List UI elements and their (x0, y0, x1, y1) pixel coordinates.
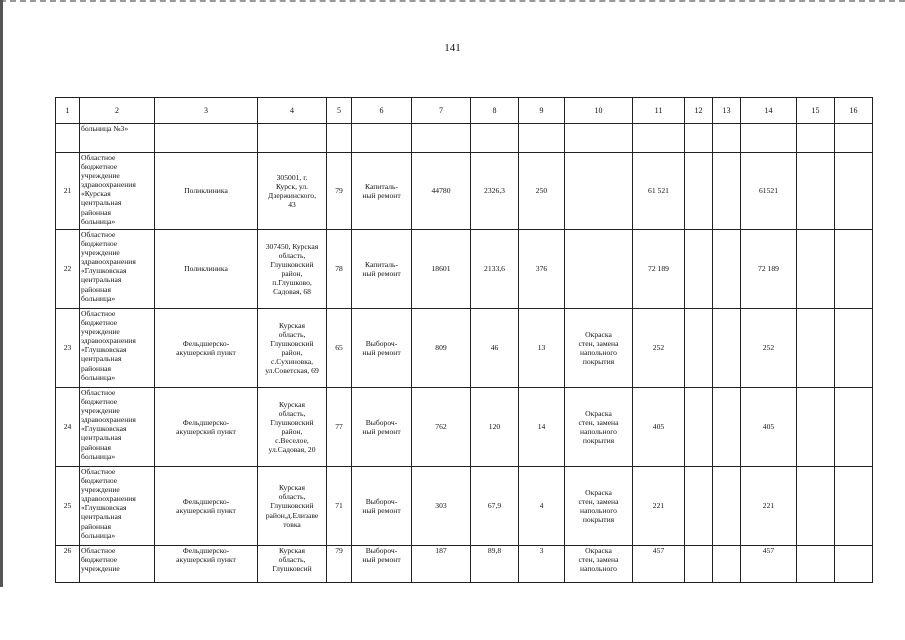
table-cell: 71 (327, 467, 352, 546)
table-cell: 12 (685, 98, 713, 124)
table-cell (797, 124, 835, 153)
table-cell: Курская область, Глушковский район, с.Сухиновка, ул.Советская, 69 (258, 309, 327, 388)
table-row (56, 230, 873, 309)
table-cell: Выбороч- ный ремонт (352, 309, 412, 388)
table-cell: 221 (633, 467, 685, 546)
table-cell (155, 124, 258, 153)
table-cell: Окраска стен, замена напольного покрытия (565, 467, 633, 546)
page-number: 141 (444, 42, 461, 54)
table-cell: 303 (412, 467, 471, 546)
table-cell: 61521 (741, 153, 797, 230)
table-cell (565, 230, 633, 309)
table-cell (835, 546, 873, 583)
table-cell: Курская область, Глушковсий (258, 546, 327, 583)
table-cell (713, 388, 741, 467)
table-cell: 61 521 (633, 153, 685, 230)
table-cell: Поликлиника (155, 230, 258, 309)
table-cell (519, 124, 565, 153)
table-cell: 78 (327, 230, 352, 309)
table-cell: 405 (633, 388, 685, 467)
table-cell (835, 230, 873, 309)
table-cell (56, 124, 80, 153)
table-cell: 26 (56, 546, 80, 583)
table-row (56, 388, 873, 467)
table-cell (685, 546, 713, 583)
table-cell: 7 (412, 98, 471, 124)
table-cell: 21 (56, 153, 80, 230)
table-cell (741, 124, 797, 153)
table-cell: 6 (352, 98, 412, 124)
table-cell (633, 124, 685, 153)
table-cell (797, 546, 835, 583)
table-cell (835, 124, 873, 153)
table-cell: Капиталь- ный ремонт (352, 230, 412, 309)
table-cell (713, 546, 741, 583)
table-cell: Областное бюджетное учреждение здравоохранения «Глушковская центральная районная больница» (80, 467, 155, 546)
table-cell: Выбороч- ный ремонт (352, 467, 412, 546)
table-cell: 25 (56, 467, 80, 546)
table-cell: 46 (471, 309, 519, 388)
table-cell: 307450, Курская область, Глушковский район, п.Глушково, Садовая, 68 (258, 230, 327, 309)
data-table (55, 97, 873, 583)
table-cell (327, 124, 352, 153)
table-cell: 809 (412, 309, 471, 388)
scan-left-edge (0, 0, 3, 640)
table-cell: 22 (56, 230, 80, 309)
table-cell (685, 230, 713, 309)
table-row (56, 153, 873, 230)
table-cell: Выбороч- ный ремонт (352, 388, 412, 467)
table-cell: 67,9 (471, 467, 519, 546)
table-cell: 44780 (412, 153, 471, 230)
table-cell: 79 (327, 153, 352, 230)
table-cell (835, 388, 873, 467)
table-cell: 23 (56, 309, 80, 388)
table-cell: 3 (155, 98, 258, 124)
table-cell (713, 309, 741, 388)
table-cell: 8 (471, 98, 519, 124)
table-cell: 13 (519, 309, 565, 388)
table-cell: 405 (741, 388, 797, 467)
table-cell (797, 309, 835, 388)
table-cell: Выбороч- ный ремонт (352, 546, 412, 583)
table-cell: Окраска стен, замена напольного (565, 546, 633, 583)
table-cell: Областное бюджетное учреждение здравоохранения «Глушковская центральная районная больница» (80, 309, 155, 388)
table-cell: Фельдшерско- акушерский пункт (155, 467, 258, 546)
table-cell: 16 (835, 98, 873, 124)
table-cell (258, 124, 327, 153)
table-cell: 13 (713, 98, 741, 124)
header-row (56, 98, 873, 124)
table-cell: 4 (519, 467, 565, 546)
table-cell: 15 (797, 98, 835, 124)
table-cell: 1 (56, 98, 80, 124)
table-cell (835, 467, 873, 546)
table-cell: 18601 (412, 230, 471, 309)
table-cell: 14 (519, 388, 565, 467)
table-cell: 457 (741, 546, 797, 583)
table-cell: 762 (412, 388, 471, 467)
table-cell: Курская область, Глушковский район,д.Елизаве товка (258, 467, 327, 546)
table-cell (835, 153, 873, 230)
table-cell (685, 309, 713, 388)
table-cell: 120 (471, 388, 519, 467)
table-cell: 250 (519, 153, 565, 230)
table-cell: Фельдшерско- акушерский пункт (155, 309, 258, 388)
table-cell (797, 153, 835, 230)
table-cell: Фельдшерско- акушерский пункт (155, 546, 258, 583)
table-cell: Капиталь- ный ремонт (352, 153, 412, 230)
table-cell (685, 467, 713, 546)
table-cell: Курская область, Глушковский район, с.Веселое, ул.Садовая, 20 (258, 388, 327, 467)
table-cell: 457 (633, 546, 685, 583)
page-bottom-margin (0, 587, 905, 640)
table-cell (565, 153, 633, 230)
table-cell: 2 (80, 98, 155, 124)
table-cell: 3 (519, 546, 565, 583)
scan-top-edge (0, 0, 905, 4)
table-cell: 77 (327, 388, 352, 467)
continuation-row (56, 124, 873, 153)
table-cell: 9 (519, 98, 565, 124)
table-cell (412, 124, 471, 153)
table-cell: 65 (327, 309, 352, 388)
table-cell: Областное бюджетное учреждение здравоохранения «Глушковская центральная районная больница» (80, 388, 155, 467)
table-cell: Фельдшерско- акушерский пункт (155, 388, 258, 467)
table-cell (713, 124, 741, 153)
table-cell: Окраска стен, замена напольного покрытия (565, 309, 633, 388)
table-cell (565, 124, 633, 153)
table-cell (352, 124, 412, 153)
table-cell (797, 467, 835, 546)
table-cell: 72 189 (633, 230, 685, 309)
table-cell: 2133,6 (471, 230, 519, 309)
table-cell: 89,8 (471, 546, 519, 583)
table-cell (713, 153, 741, 230)
table-cell (797, 230, 835, 309)
table-cell (685, 388, 713, 467)
table-cell (685, 124, 713, 153)
table-cell (713, 467, 741, 546)
table-cell: 2326,3 (471, 153, 519, 230)
table-cell (471, 124, 519, 153)
table-cell: 252 (741, 309, 797, 388)
table-cell: Областное бюджетное учреждение здравоохранения «Курская центральная районная больница» (80, 153, 155, 230)
table-cell: 11 (633, 98, 685, 124)
table-cell: 5 (327, 98, 352, 124)
table-cell (835, 309, 873, 388)
table-cell: 79 (327, 546, 352, 583)
table-cell: 221 (741, 467, 797, 546)
table-row (56, 467, 873, 546)
table-row (56, 309, 873, 388)
table-row (56, 546, 873, 583)
table-cell: Областное бюджетное учреждение здравоохранения «Глушковская центральная районная больница» (80, 230, 155, 309)
table-cell: 305001, г. Курск, ул. Дзержинского, 43 (258, 153, 327, 230)
table-cell: 24 (56, 388, 80, 467)
table-cell: 376 (519, 230, 565, 309)
table-cell: Поликлиника (155, 153, 258, 230)
table-cell: 10 (565, 98, 633, 124)
table-cell: 14 (741, 98, 797, 124)
table-cell: 187 (412, 546, 471, 583)
table-cell: Окраска стен, замена напольного покрытия (565, 388, 633, 467)
table-cell: 72 189 (741, 230, 797, 309)
table-cell: 252 (633, 309, 685, 388)
table-cell: больница №3» (80, 124, 155, 153)
table-cell (797, 388, 835, 467)
table-cell: 4 (258, 98, 327, 124)
table-cell: Областное бюджетное учреждение (80, 546, 155, 583)
table-cell (713, 230, 741, 309)
table-cell (685, 153, 713, 230)
